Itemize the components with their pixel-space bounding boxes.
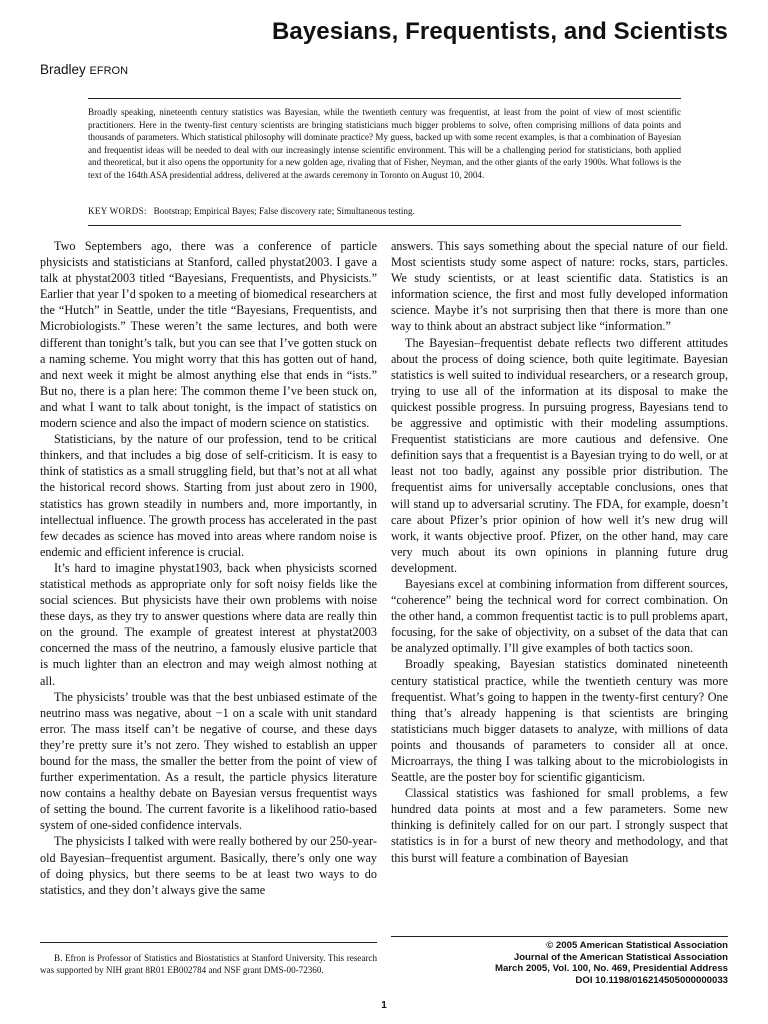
copyright-line: © 2005 American Statistical Association: [546, 940, 728, 951]
abstract-bottom-rule: [88, 225, 681, 226]
footnote-rule: [40, 942, 377, 943]
keywords: [88, 206, 681, 216]
paragraph: Classical statistics was fashioned for small problems, a few hundred data points at most and a few parameters. Some new thinking is definitely called for on our part. I strongly suspect that statistics is in for a burst of new theory and methodology, and that this burst will feature a combination of Bayesian: [391, 786, 728, 865]
doi-line: DOI 10.1198/016214505000000033: [575, 975, 728, 987]
author-name: [40, 62, 128, 77]
keywords-list: Bootstrap; Empirical Bayes; False discovery rate; Simultaneous testing.: [153, 206, 415, 216]
issue-line: March 2005, Vol. 100, No. 469, Presidential Address: [494, 963, 728, 975]
author-last-name: EFRON: [89, 65, 129, 77]
paragraph: answers. This says something about the special nature of our field. Most scientists study some aspect of nature: rocks, stars, particles. We study scientists, or at least scientific data. Statistics is an information science, the first and most fully developed information science. Maybe it’s not surprising then that there is more than one way to think about an abstract subject like “information.”: [391, 239, 728, 334]
paragraph: Two Septembers ago, there was a conference of particle physicists and statisticians at Stanford, called phystat2003. I gave a talk at phystat2003 titled “Bayesians, Frequentists, and Physicists.” Earlier that year I’d spoken to a meeting of biomedical researchers at the “Hutch” in Seattle, under the title “Bayesians, Frequentists, and Microbiologists.” These weren’t the same lectures, and both were different than tonight’s talk, but you can see that I’ve gotten stuck on a naming scheme. You might worry that this has gotten out of hand, and next week it might be almost anything else that ends in “ists.” But no, there is a plan here: The common theme I’ve been stuck on, and what I want to talk about tonight, is the impact of statistics on modern science and also the impact of modern science on statistics.: [40, 239, 377, 431]
body-column-left: [40, 238, 377, 898]
paragraph: It’s hard to imagine phystat1903, back when physicists scorned statistical methods as appropriate only for soft noisy fields like the social sciences. But physicists have their own problems with noise these days, as they try to answer questions where data are really thin on the ground. The example of greatest interest at phystat2003 concerned the mass of the neutrino, a famously elusive particle that is much lighter than an electron and may weigh almost nothing at all.: [40, 560, 377, 688]
journal-citation: [391, 940, 728, 987]
article-title: Bayesians, Frequentists, and Scientists: [271, 18, 728, 45]
keywords-label: KEY WORDS:: [88, 206, 147, 216]
paragraph: The physicists I talked with were really bothered by our 250-year-old Bayesian–frequentist argument. Basically, there’s only one way of doing physics, but there seems to be at least two ways to do statistics, and they don’t always give the same: [40, 834, 377, 897]
paragraph: Broadly speaking, Bayesian statistics dominated nineteenth century statistical practice, while the twentieth century was more frequentist. What’s going to happen in the twenty-first century? One thing that’s already happening is that scientists are bringing statisticians much bigger datasets to analyze, with millions of data points and thousands of parameters to consider all at once. Microarrays, the thing I was talking about to the microbiologists in Seattle, are the poster boy for scientific giganticism.: [391, 657, 728, 785]
abstract: Broadly speaking, nineteenth century statistics was Bayesian, while the twentieth century was frequentist, at least from the point of view of most scientific practitioners. Here in the twenty-first century scientists are bringing statisticians much bigger problems to solve, often comprising millions of data points and thousands of parameters. Which statistical philosophy will dominate practice? My guess, backed up with some recent examples, is that a combination of Bayesian and frequentist ideas will be needed to deal with our increasingly intense scientific environment. This will be a challenging period for statisticians, both applied and theoretical, but it also opens the opportunity for a new golden age, rivaling that of Fisher, Neyman, and the other giants of the early 1900s. What follows is the text of the 164th ASA presidential address, delivered at the awards ceremony in Toronto on August 10, 2004.: [88, 107, 681, 180]
author-footnote: B. Efron is Professor of Statistics and Biostatistics at Stanford University. This research was supported by NIH grant 8R01 EB002784 and NSF grant DMS-00-72360.: [40, 953, 377, 976]
author-first-name: Bradley: [40, 62, 90, 77]
paragraph: Bayesians excel at combining information from different sources, “coherence” being the technical word for correct combination. On the other hand, a common frequentist tactic is to pull problems apart, focusing, for the sake of objectivity, on a subset of the data that can be analyzed optimally. I’ll give examples of both tactics soon.: [391, 576, 728, 656]
citation-rule: [391, 936, 728, 937]
paragraph: The physicists’ trouble was that the best unbiased estimate of the neutrino mass was negative, about −1 on a scale with unit standard error. The mass itself can’t be negative of course, and these days they’re pretty sure it’s not zero. They wished to establish an upper bound for the mass, the smaller the better from the point of view of further experimentation. As a result, the particle physics literature now contains a healthy debate on Bayesian versus frequentist ways of setting the bound. The current favorite is a likelihood ratio-based system of one-sided confidence intervals.: [40, 689, 377, 833]
body-column-right: [391, 238, 728, 866]
abstract-top-rule: [88, 98, 681, 99]
journal-name: Journal of the American Statistical Association: [513, 951, 728, 963]
paragraph: Statisticians, by the nature of our profession, tend to be critical thinkers, and that includes a big dose of self-criticism. It is easy to think of statistics as a small struggling field, but that’s not at all what the historical record shows. Starting from just about zero in 1900, statistics has grown steadily in numbers and, more importantly, in intellectual influence. The growth process has accelerated in the past few decades as science has moved into areas where random noise is endemic and efficient inference is crucial.: [40, 432, 377, 559]
paragraph: The Bayesian–frequentist debate reflects two different attitudes about the process of doing science, both quite legitimate. Bayesian statistics is well suited to individual researchers, or a research group, trying to use all of the information at its disposal to make the quickest possible progress. In pursuing progress, Bayesians tend to be aggressive and optimistic with their modeling assumptions. Frequentist statisticians are more cautious and defensive. One definition says that a frequentist is a Bayesian trying to do well, or at least not too badly, against any possible prior distribution. The frequentist aims for universally acceptable conclusions, ones that will stand up to adversarial scrutiny. The FDA, for example, doesn’t care about Pfizer’s prior opinion of how well it’s new drug will work, it wants objective proof. Pfizer, on the other hand, may care very much about its own opinions in planning future drug development.: [391, 335, 728, 575]
page-number: 1: [381, 1000, 387, 1011]
